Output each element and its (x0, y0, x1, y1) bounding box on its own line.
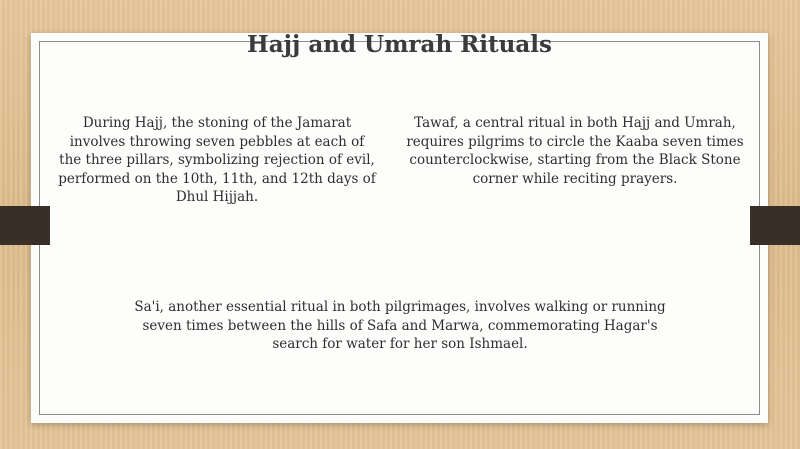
slide-title: Hajj and Umrah Rituals (247, 31, 552, 58)
paragraph-jamarat: During Hajj, the stoning of the Jamarat involves throwing seven pebbles at each of the three pillars, symbolizing rejection of evil, performed on the 10th, 11th, and 12th days of Dhul Hijjah. (58, 115, 376, 205)
paragraph-sai: Sa'i, another essential ritual in both pilgrimages, involves walking or running seven times between the hills of Safa and Marwa, commemorating Hagar's search for water for her son Ishmael. (134, 299, 666, 352)
left-accent-tab (0, 206, 50, 245)
slide-card (31, 33, 768, 423)
paragraph-tawaf: Tawaf, a central ritual in both Hajj and Umrah, requires pilgrims to circle the Kaaba seven times counterclockwise, starting from the Black Stone corner while reciting prayers. (406, 115, 744, 187)
right-accent-tab (750, 206, 800, 245)
slide-inner-border (39, 41, 760, 415)
